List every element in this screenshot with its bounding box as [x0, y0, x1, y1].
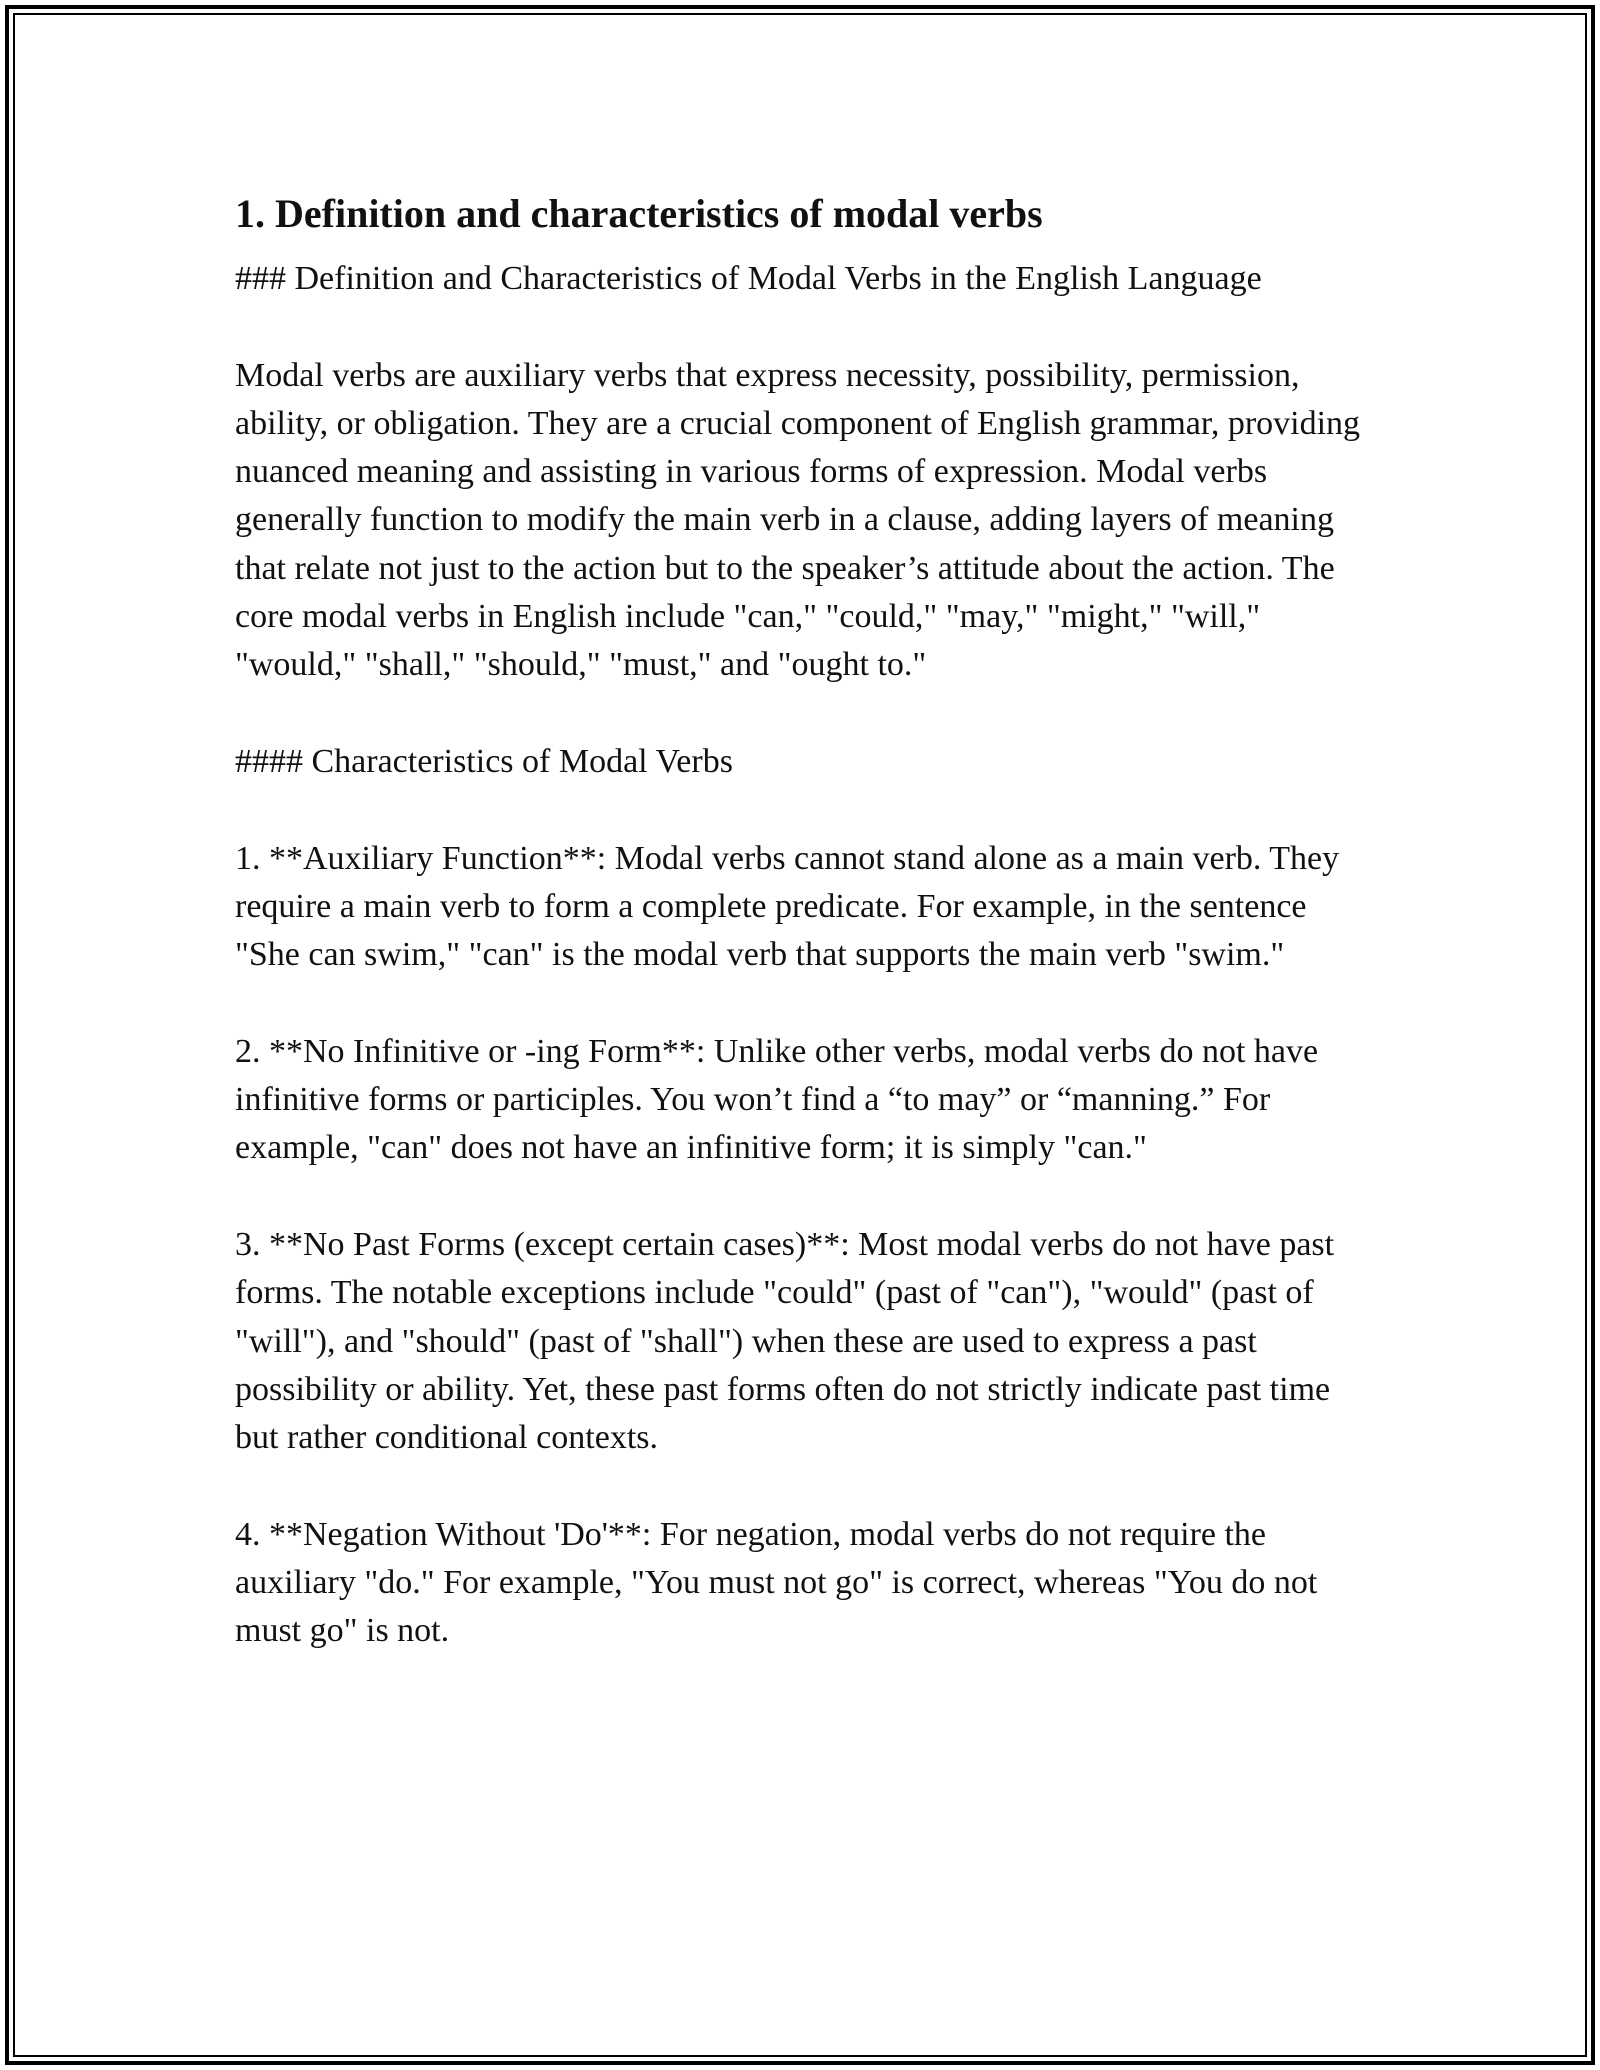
document-subheading: ### Definition and Characteristics of Modal Verbs in the English Language: [235, 260, 1262, 297]
list-item-auxiliary-function: 1. **Auxiliary Function**: Modal verbs cannot stand alone as a main verb. They require a main verb to form a complete predicate. For example, in the sentence "She can swim," "can" is the modal verb that supports the main verb "swim.": [235, 839, 1340, 974]
list-item-no-infinitive: 2. **No Infinitive or -ing Form**: Unlike other verbs, modal verbs do not have infinitive forms or participles. You won’t find a “to may” or “manning.” For example, "can" does not have an infinitive form; it is simply "can.": [235, 1032, 1319, 1167]
list-item-negation: 4. **Negation Without 'Do'**: For negation, modal verbs do not require the auxiliary "do." For example, "You must not go" is correct, whereas "You do not must go" is not.: [235, 1515, 1318, 1650]
intro-paragraph: Modal verbs are auxiliary verbs that express necessity, possibility, permission, ability, or obligation. They are a crucial component of English grammar, providing nuanced meaning and assisting in various forms of expression. Modal verbs generally function to modify the main verb in a clause, adding layers of meaning that relate not just to the action but to the speaker’s attitude about the action. The core modal verbs in English include "can," "could," "may," "might," "will," "would," "shall," "should," "must," and "ought to.": [235, 356, 1361, 684]
document-title: 1. Definition and characteristics of modal verbs: [235, 191, 1043, 236]
document-body: [235, 185, 1375, 1656]
section-heading: #### Characteristics of Modal Verbs: [235, 742, 733, 780]
list-item-no-past-forms: 3. **No Past Forms (except certain cases)**: Most modal verbs do not have past forms. The notable exceptions include "could" (past of "can"), "would" (past of "will"), and "should" (past of "shall") when these are used to express a past possibility or ability. Yet, these past forms often do not strictly indicate past time but rather conditional contexts.: [235, 1225, 1335, 1457]
